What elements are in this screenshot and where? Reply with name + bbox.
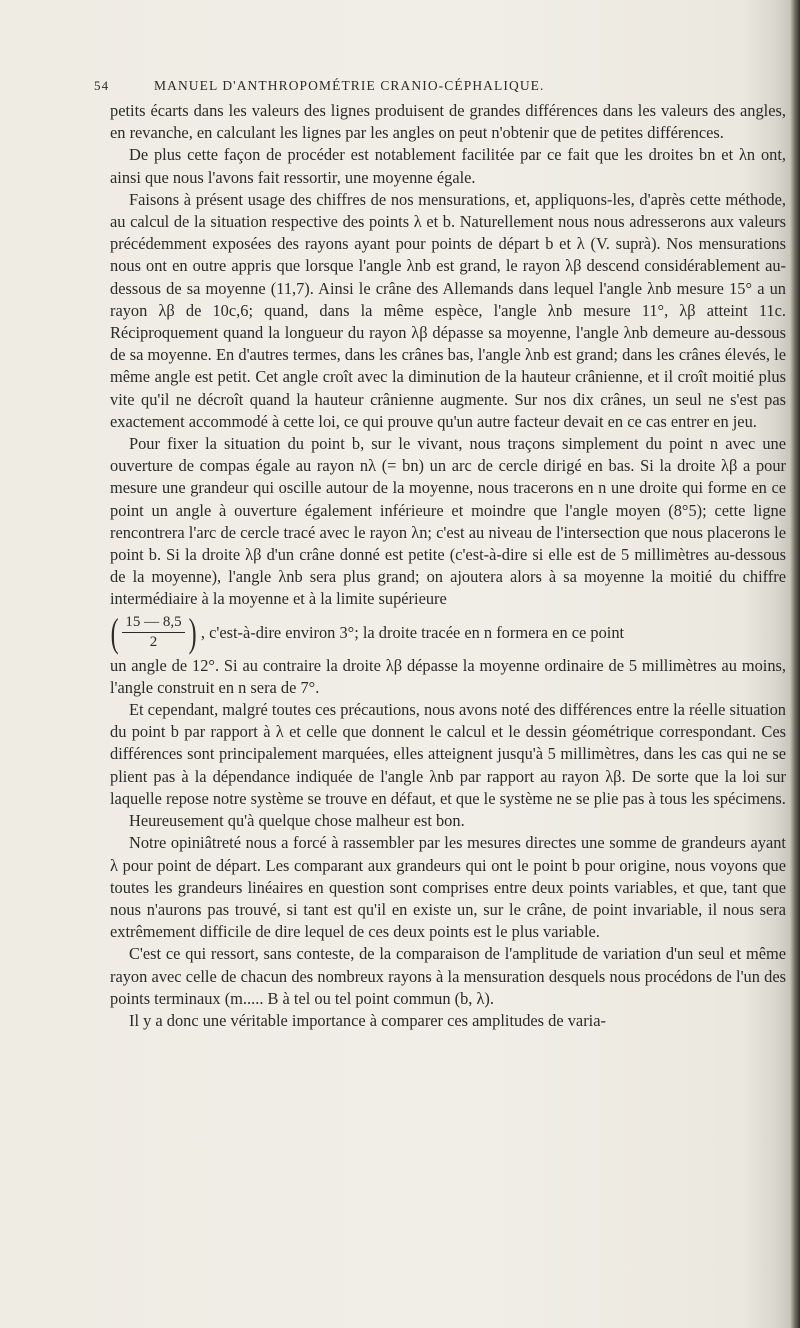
running-title: MANUEL D'ANTHROPOMÉTRIE CRANIO-CÉPHALIQUE.	[154, 78, 545, 93]
paragraph: De plus cette façon de procéder est notablement facilitée par ce fait que les droites bn et λn ont, ainsi que nous l'avons fait ressortir, une moyenne égale.	[110, 145, 786, 187]
body-text	[110, 100, 786, 1032]
left-parenthesis: (	[110, 609, 119, 655]
right-parenthesis: )	[188, 609, 197, 655]
formula-line	[108, 611, 786, 655]
paragraph: Il y a donc une véritable importance à comparer ces amplitudes de varia-	[129, 1010, 606, 1030]
page-binding-edge	[790, 0, 800, 1328]
paragraph: Faisons à présent usage des chiffres de nos mensurations, et, appliquons-les, d'après cette méthode, au calcul de la situation respective des points λ et b. Naturellement nous nous adresserons aux valeurs précédemment exposées des rayons ayant pour points de départ b et λ (V. suprà). Nos mensurations nous ont en outre appris que lorsque l'angle λnb est grand, le rayon λβ descend considérablement au-dessous de sa moyenne (11,7). Ainsi le crâne des Allemands dans lequel l'angle λnb mesure 15° a un rayon λβ de 10c,6; quand, dans la même espèce, l'angle λnb mesure 11°, λβ atteint 11c. Réciproquement quand la longueur du rayon λβ dépasse sa moyenne, l'angle λnb demeure au-dessous de sa moyenne. En d'autres termes, dans les crânes bas, l'angle λnb est grand; dans les crânes élevés, le même angle est petit. Cet angle croît avec la diminution de la hauteur crânienne, et il croît moitié plus vite qu'il ne décroît quand la hauteur crânienne augmente. Sur nos dix crânes, un seul ne s'est pas exactement accommodé à cette loi, ce qui prouve qu'un autre facteur devait en ce cas entrer en jeu.	[110, 189, 786, 431]
page-header	[94, 78, 784, 100]
fraction-numerator: 15 — 8,5	[125, 614, 182, 631]
fraction-denominator: 2	[149, 634, 158, 651]
paragraph: petits écarts dans les valeurs des lignes produisent de grandes différences dans les valeurs des angles, en revanche, en calculant les lignes par les angles on peut n'obtenir que de petites différences.	[110, 101, 786, 143]
paragraph: un angle de 12°. Si au contraire la droite λβ dépasse la moyenne ordinaire de 5 millimètres au moins, l'angle construit en n sera de 7°.	[110, 655, 786, 697]
formula-trailing-text: , c'est-à-dire environ 3°; la droite tracée en n formera en ce point	[200, 622, 625, 642]
paragraph: Heureusement qu'à quelque chose malheur est bon.	[129, 811, 465, 831]
paragraph: C'est ce qui ressort, sans conteste, de la comparaison de l'amplitude de variation d'un seul et même rayon avec celle de chacun des nombreux rayons à la mensuration desquels nous procédons de l'un des points terminaux (m..... B à tel ou tel point commun (b, λ).	[110, 944, 786, 1008]
paragraph: Notre opiniâtreté nous a forcé à rassembler par les mesures directes une somme de grandeurs ayant λ pour point de départ. Les comparant aux grandeurs qui ont le point b pour origine, nous voyons que toutes les grandeurs linéaires en question sont comprises entre deux points variables, et que, tant que nous n'aurons pas trouvé, si tant est qu'il en existe un, sur le crâne, de point invariable, il nous sera extrêmement difficile de dire lequel de ces deux points est le plus variable.	[110, 833, 786, 942]
fraction	[122, 614, 184, 651]
page-number: 54	[94, 78, 110, 93]
fraction-bar	[122, 632, 184, 633]
paragraph: Pour fixer la situation du point b, sur le vivant, nous traçons simplement du point n avec une ouverture de compas égale au rayon nλ (= bn) un arc de cercle dirigé en bas. Si la droite λβ a pour mesure une grandeur qui oscille autour de la moyenne, nous tracerons en n une droite qui forme en ce point un angle à ouverture également inférieure et moindre que l'angle moyen (8°5); cette ligne rencontrera l'arc de cercle tracé avec le rayon λn; c'est au niveau de l'intersection que nous placerons le point b. Si la droite λβ d'un crâne donné est petite (c'est-à-dire si elle est de 5 millimètres au-dessous de la moyenne), l'angle λnb sera plus grand; on ajoutera alors à sa moyenne la moitié du chiffre intermédiaire à la moyenne et à la limite supérieure	[110, 434, 786, 609]
paragraph: Et cependant, malgré toutes ces précautions, nous avons noté des différences entre la réelle situation du point b par rapport à λ et celle que donnent le calcul et le dessin géométrique correspondant. Ces différences sont principalement marquées, elles atteignent jusqu'à 5 millimètres, dans les cas qui ne se plient pas à la dépendance indiquée de l'angle λnb par rapport au rayon λβ. De sorte que la loi sur laquelle repose notre système se trouve en défaut, et que le système ne se plie pas à tous les spécimens.	[110, 700, 786, 808]
